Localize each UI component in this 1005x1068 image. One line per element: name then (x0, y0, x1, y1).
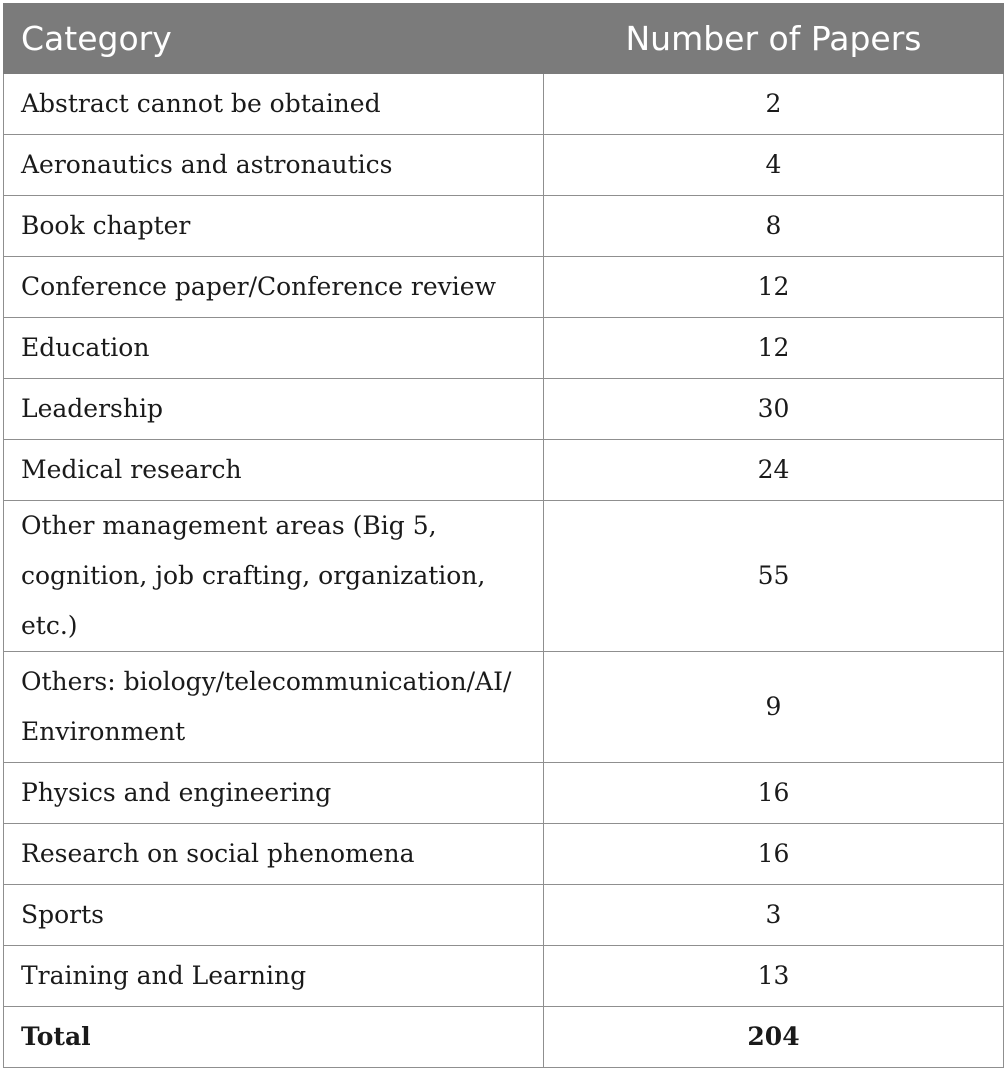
total-row (4, 1007, 1004, 1068)
count-cell: 12 (544, 318, 1004, 379)
table-row (4, 74, 1004, 135)
count-cell: 16 (544, 763, 1004, 824)
category-cell: Research on social phenomena (4, 824, 544, 885)
papers-by-category-table (3, 3, 1004, 1068)
category-cell: Medical research (4, 440, 544, 501)
category-cell: Abstract cannot be obtained (4, 74, 544, 135)
count-cell: 8 (544, 196, 1004, 257)
category-cell: Leadership (4, 379, 544, 440)
category-cell: Other management areas (Big 5, cognition, job crafting, organization, etc.) (4, 501, 544, 652)
table-row (4, 440, 1004, 501)
table-row (4, 135, 1004, 196)
category-cell: Physics and engineering (4, 763, 544, 824)
category-cell: Conference paper/Conference review (4, 257, 544, 318)
count-cell: 9 (544, 652, 1004, 763)
category-cell: Sports (4, 885, 544, 946)
count-cell: 55 (544, 501, 1004, 652)
count-cell: 4 (544, 135, 1004, 196)
category-cell: Education (4, 318, 544, 379)
count-cell: 13 (544, 946, 1004, 1007)
table-row (4, 824, 1004, 885)
table-row (4, 257, 1004, 318)
table-row (4, 946, 1004, 1007)
table-row (4, 501, 1004, 652)
category-cell: Aeronautics and astronautics (4, 135, 544, 196)
count-cell: 2 (544, 74, 1004, 135)
table-row (4, 885, 1004, 946)
table-row (4, 196, 1004, 257)
category-cell: Training and Learning (4, 946, 544, 1007)
count-cell: 16 (544, 824, 1004, 885)
table-row (4, 763, 1004, 824)
table-header-row (4, 4, 1004, 74)
category-cell: Others: biology/telecommunication/AI/ Environment (4, 652, 544, 763)
total-label: Total (4, 1007, 544, 1068)
table-row (4, 318, 1004, 379)
count-cell: 3 (544, 885, 1004, 946)
total-count: 204 (544, 1007, 1004, 1068)
count-cell: 30 (544, 379, 1004, 440)
count-cell: 12 (544, 257, 1004, 318)
table-row (4, 652, 1004, 763)
table-row (4, 379, 1004, 440)
header-number-of-papers: Number of Papers (544, 4, 1004, 74)
category-cell: Book chapter (4, 196, 544, 257)
count-cell: 24 (544, 440, 1004, 501)
header-category: Category (4, 4, 544, 74)
